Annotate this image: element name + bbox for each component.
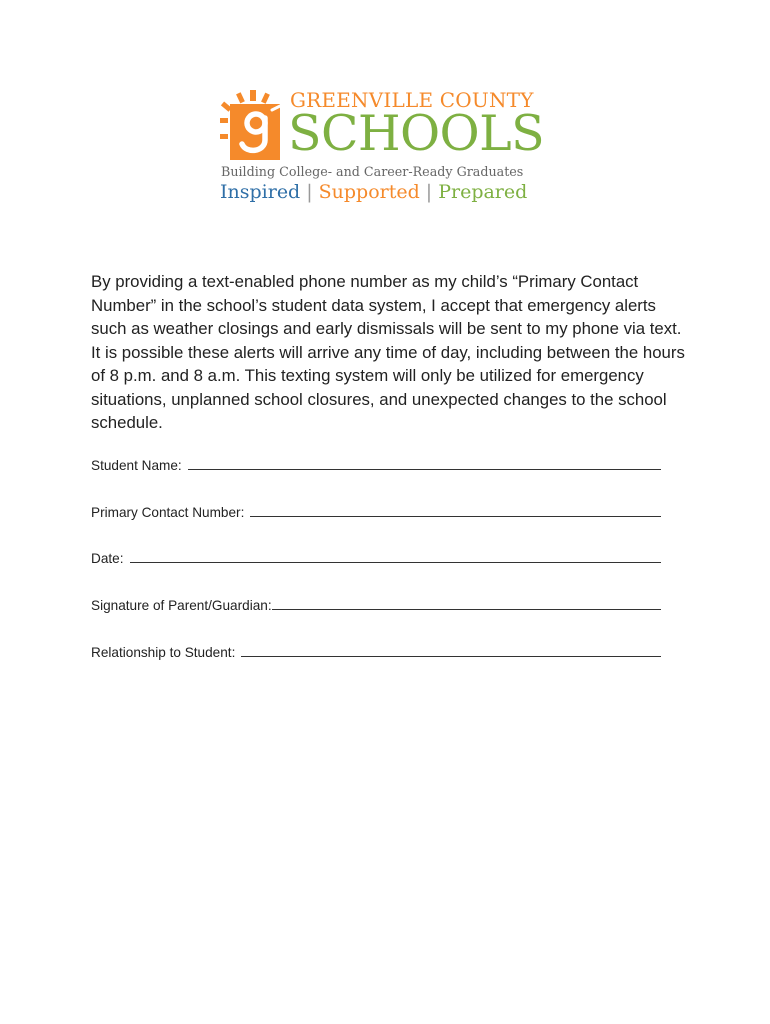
motto-prepared: Prepared bbox=[438, 181, 528, 203]
district-name: GREENVILLE COUNTY bbox=[290, 88, 534, 112]
date-field[interactable] bbox=[91, 546, 661, 566]
relationship-field[interactable] bbox=[91, 640, 661, 660]
signature-label: Signature of Parent/Guardian: bbox=[91, 598, 272, 613]
date-line[interactable] bbox=[130, 562, 662, 563]
date-label: Date: bbox=[91, 551, 124, 566]
primary-contact-field[interactable] bbox=[91, 500, 661, 520]
relationship-label: Relationship to Student: bbox=[91, 645, 236, 660]
primary-contact-line[interactable] bbox=[250, 516, 661, 517]
district-logo bbox=[220, 86, 560, 216]
student-name-label: Student Name: bbox=[91, 458, 182, 473]
student-name-line[interactable] bbox=[188, 469, 661, 470]
signature-field[interactable] bbox=[91, 593, 661, 613]
motto-inspired: Inspired bbox=[220, 181, 301, 203]
primary-contact-label: Primary Contact Number: bbox=[91, 505, 245, 520]
consent-paragraph: By providing a text-enabled phone number as my child’s “Primary Contact Number” in the school’s student data system, I accept that emergency alerts such as weather closings and early dismissals will be sent to my phone via text. It is possible these alerts will arrive any time of day, including between the hours of 8 p.m. and 8 a.m. This texting system will only be utilized for emergency situations, unplanned school closures, and unexpected changes to the school schedule. bbox=[91, 272, 685, 432]
student-name-field[interactable] bbox=[91, 453, 661, 473]
motto-separator: | bbox=[425, 181, 433, 203]
motto-separator: | bbox=[306, 181, 313, 203]
relationship-line[interactable] bbox=[241, 656, 661, 657]
g-sunburst-logo-icon bbox=[220, 90, 286, 162]
logo-motto bbox=[220, 181, 527, 203]
motto-supported: Supported bbox=[318, 181, 420, 203]
logo-tagline: Building College- and Career-Ready Graduates bbox=[221, 164, 524, 179]
signature-line[interactable] bbox=[272, 609, 661, 610]
schools-wordmark: SCHOOLS bbox=[288, 105, 545, 162]
